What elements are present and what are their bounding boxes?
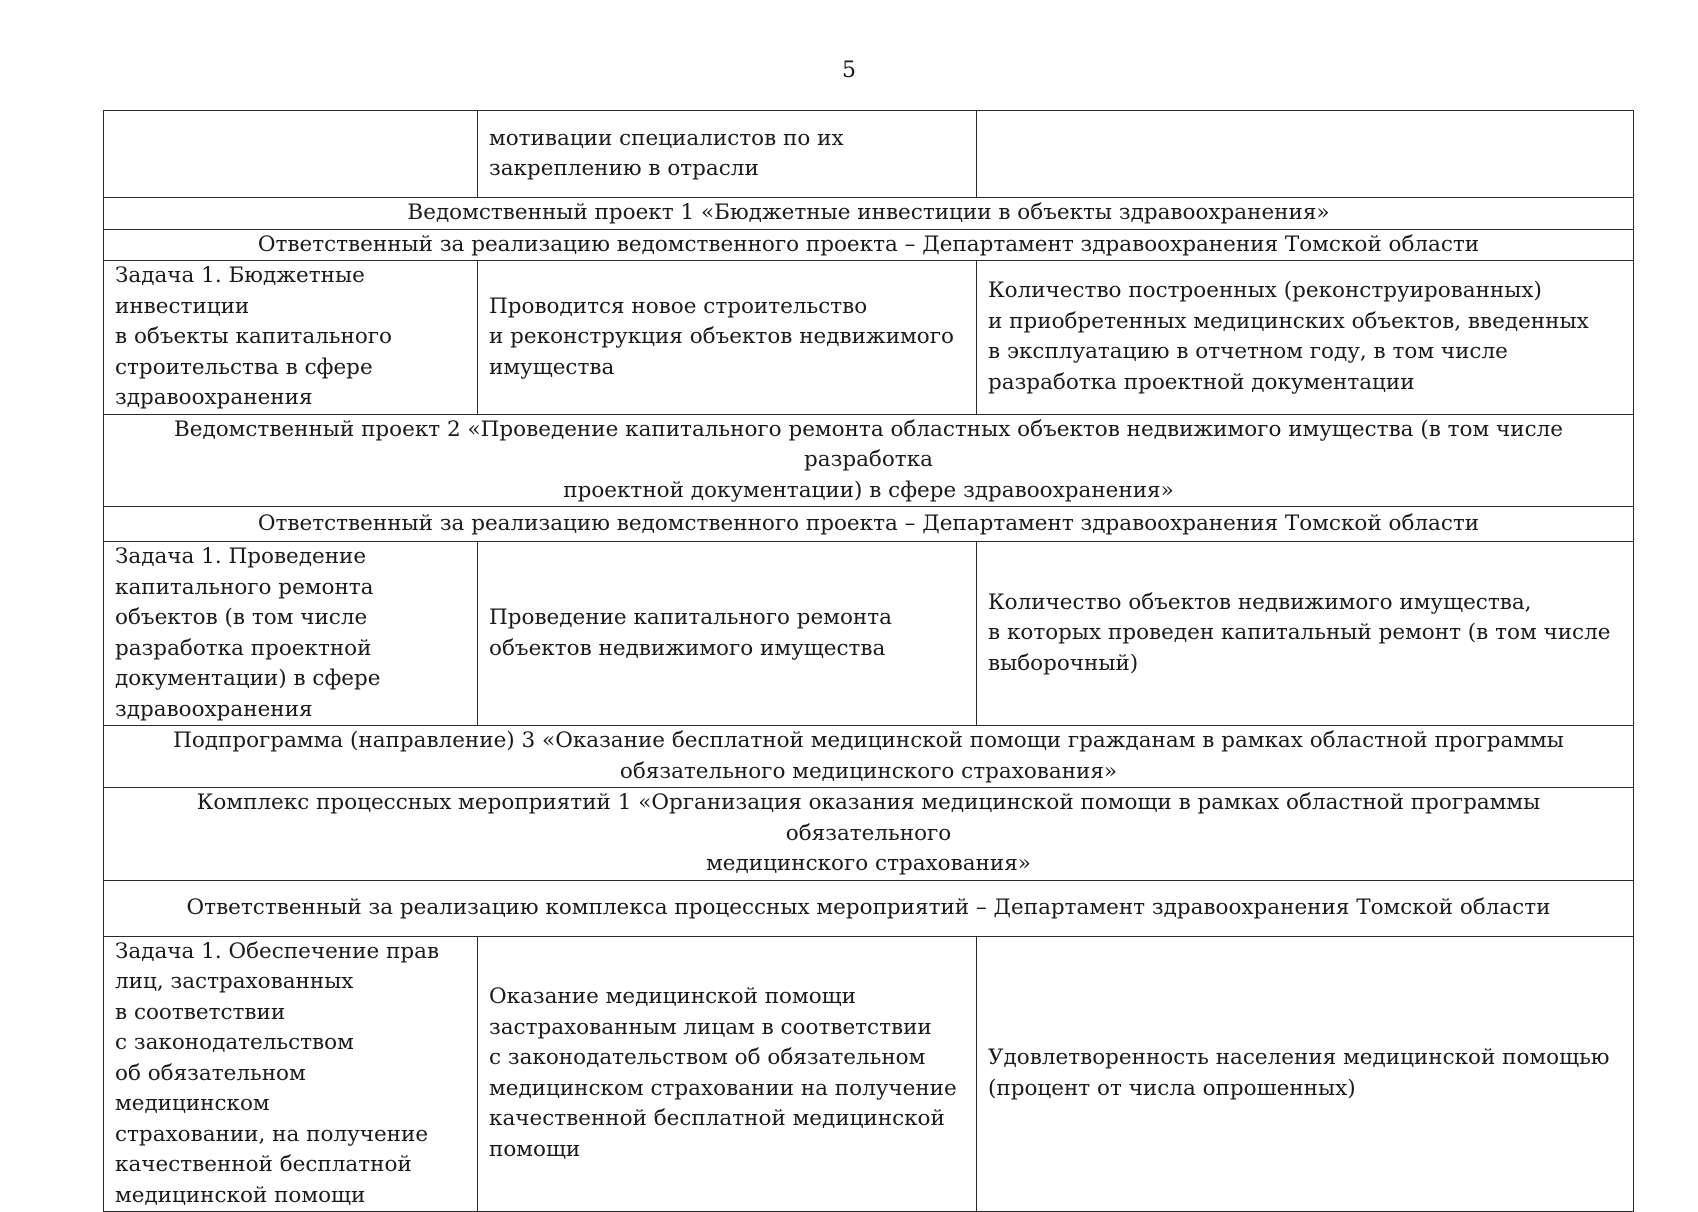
complex-1-title: Комплекс процессных мероприятий 1 «Организация оказания медицинской помощи в рамках областной программы обязательного медицинского страхования»	[104, 788, 1634, 881]
project-1-action: Проводится новое строительство и реконструкция объектов недвижимого имущества	[478, 261, 977, 415]
subprogram-3-title: Подпрограмма (направление) 3 «Оказание бесплатной медицинской помощи гражданам в рамках областной программы обязательного медицинского страхования»	[104, 726, 1634, 788]
complex-1-task: Задача 1. Обеспечение прав лиц, застрахованных в соответствии с законодательством об обязательном медицинском страховании, на получение качественной бесплатной медицинской помощи	[104, 936, 478, 1212]
continuation-action-cell: мотивации специалистов по их закреплению в отрасли	[478, 111, 977, 198]
complex-1-responsible: Ответственный за реализацию комплекса процессных мероприятий – Департамент здравоохранения Томской области	[104, 880, 1634, 936]
project-2-title: Ведомственный проект 2 «Проведение капитального ремонта областных объектов недвижимого имущества (в том числе разработка проектной документации) в сфере здравоохранения»	[104, 414, 1634, 507]
project-2-indicator: Количество объектов недвижимого имущества, в которых проведен капитальный ремонт (в том числе выборочный)	[977, 542, 1634, 726]
project-1-indicator: Количество построенных (реконструированных) и приобретенных медицинских объектов, введенных в эксплуатацию в отчетном году, в том числе разработка проектной документации	[977, 261, 1634, 415]
complex-1-task-row	[104, 936, 1634, 1212]
continuation-task-cell	[104, 111, 478, 198]
project-1-title: Ведомственный проект 1 «Бюджетные инвестиции в объекты здравоохранения»	[104, 198, 1634, 230]
project-2-responsible-row	[104, 507, 1634, 542]
project-1-task: Задача 1. Бюджетные инвестиции в объекты капитального строительства в сфере здравоохранения	[104, 261, 478, 415]
complex-1-responsible-row	[104, 880, 1634, 936]
program-table	[103, 110, 1634, 1212]
project-2-responsible: Ответственный за реализацию ведомственного проекта – Департамент здравоохранения Томской области	[104, 507, 1634, 542]
continuation-indicator-cell	[977, 111, 1634, 198]
project-1-task-row	[104, 261, 1634, 415]
project-2-action: Проведение капитального ремонта объектов недвижимого имущества	[478, 542, 977, 726]
complex-1-indicator: Удовлетворенность населения медицинской помощью (процент от числа опрошенных)	[977, 936, 1634, 1212]
table-row-continuation	[104, 111, 1634, 198]
project-2-task: Задача 1. Проведение капитального ремонта объектов (в том числе разработка проектной документации) в сфере здравоохранения	[104, 542, 478, 726]
page-number: 5	[842, 58, 856, 83]
complex-1-action: Оказание медицинской помощи застрахованным лицам в соответствии с законодательством об обязательном медицинском страховании на получение качественной бесплатной медицинской помощи	[478, 936, 977, 1212]
project-1-title-row	[104, 198, 1634, 230]
project-1-responsible-row	[104, 229, 1634, 261]
project-1-responsible: Ответственный за реализацию ведомственного проекта – Департамент здравоохранения Томской области	[104, 229, 1634, 261]
project-2-task-row	[104, 542, 1634, 726]
subprogram-3-title-row	[104, 726, 1634, 788]
complex-1-title-row	[104, 788, 1634, 881]
project-2-title-row	[104, 414, 1634, 507]
